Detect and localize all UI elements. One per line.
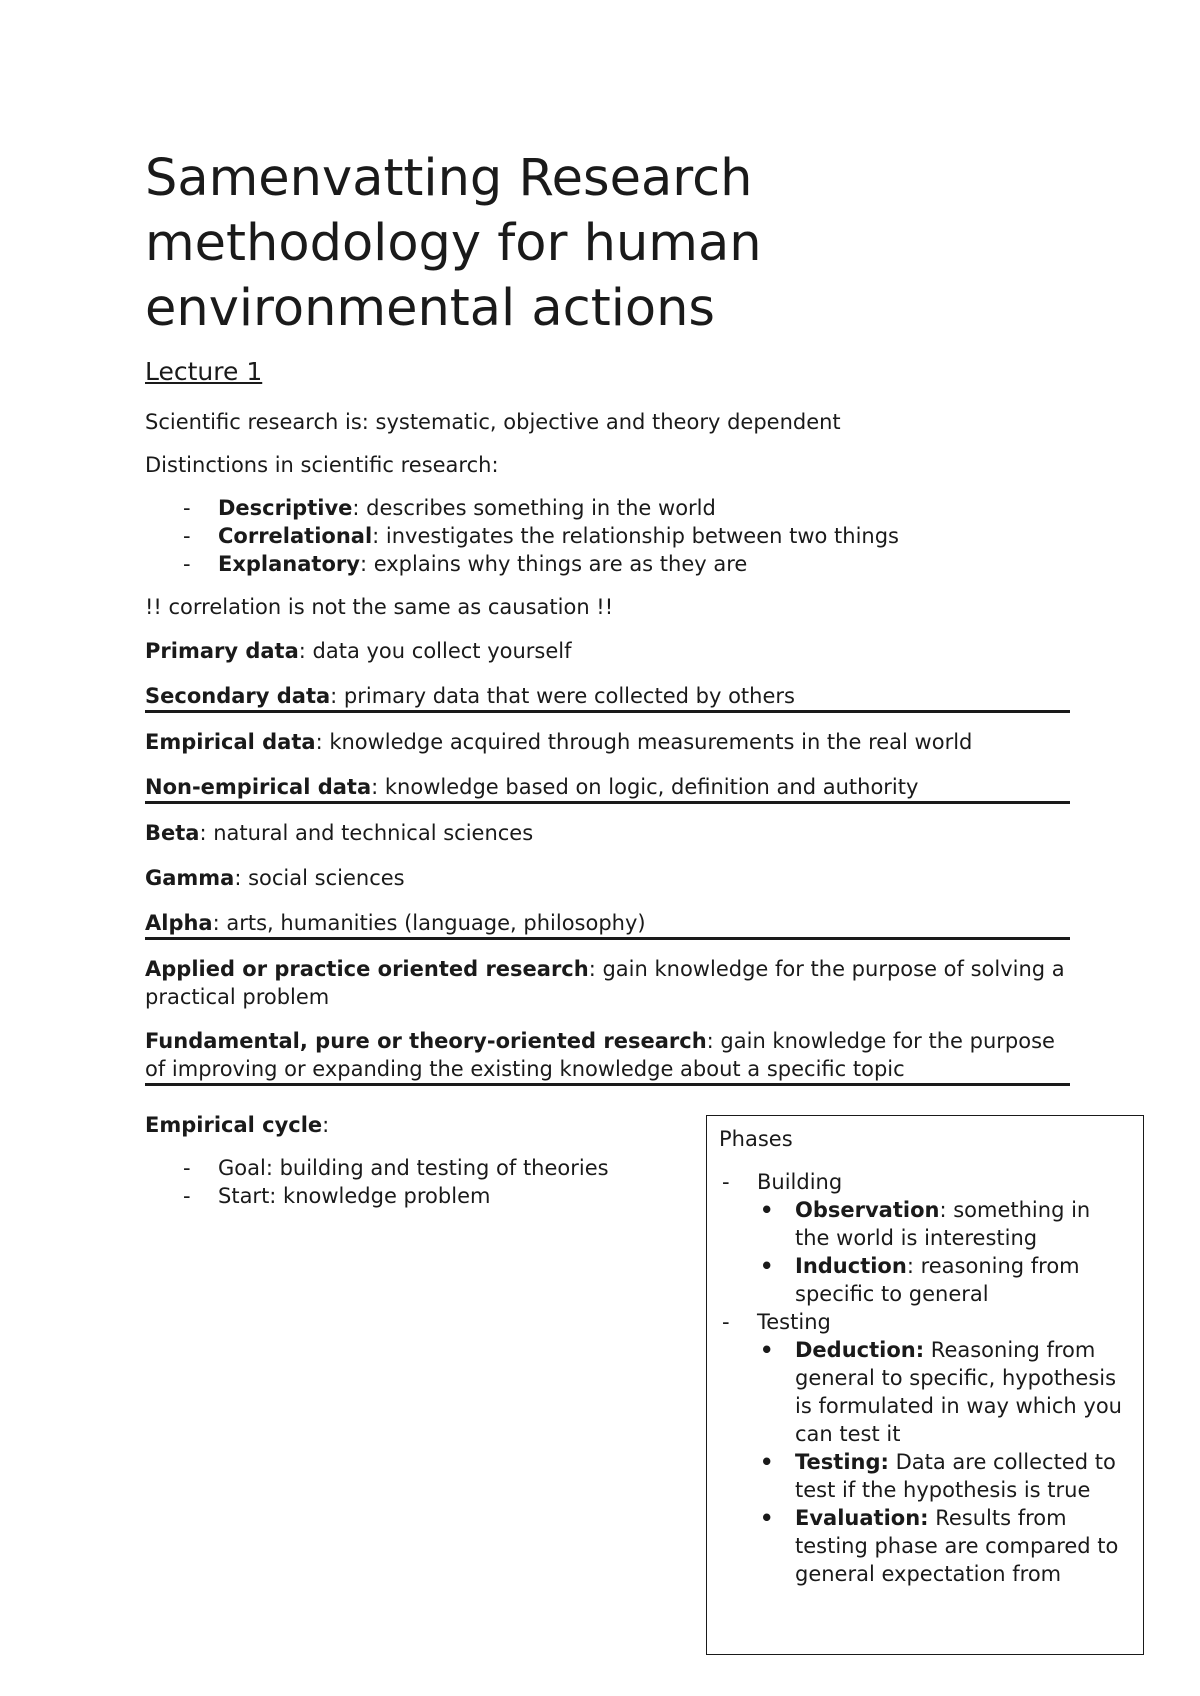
term: Testing: — [795, 1450, 889, 1474]
description: : gain knowledge for the purpose of solving a practical problem — [145, 957, 1065, 1009]
description: : something in the world is interesting — [795, 1198, 1091, 1250]
term: Gamma — [145, 866, 235, 890]
definition — [145, 1027, 1070, 1086]
term: Evaluation: — [795, 1506, 929, 1530]
list-item — [757, 1196, 1131, 1252]
definition — [145, 864, 1070, 892]
description: : arts, humanities (language, philosophy) — [212, 911, 646, 935]
phase-testing — [719, 1308, 1131, 1588]
phase-label: Building — [757, 1170, 843, 1194]
term: Empirical data — [145, 730, 316, 754]
testing-steps — [757, 1336, 1131, 1588]
page-title: Samenvatting Research methodology for human environmental actions — [145, 149, 762, 338]
definition — [145, 955, 1070, 1011]
description: Data are collected to test if the hypothesis is true — [795, 1450, 1116, 1502]
term: Beta — [145, 821, 200, 845]
list-item — [145, 522, 1070, 550]
definition — [145, 728, 1070, 756]
term: Deduction: — [795, 1338, 925, 1362]
term: Induction — [795, 1254, 907, 1278]
distinctions-heading: Distinctions in scientific research: — [145, 453, 499, 477]
list-item — [757, 1252, 1131, 1308]
definition — [145, 819, 1070, 847]
description: : knowledge acquired through measurements in the real world — [315, 730, 973, 754]
description: Results from testing phase are compared to general expectation from — [795, 1506, 1119, 1586]
lecture-body — [145, 408, 1070, 1086]
term: Non-empirical data — [145, 775, 372, 799]
phase-building — [719, 1168, 1131, 1308]
description: : investigates the relationship between two things — [372, 524, 900, 548]
empirical-cycle-heading — [145, 1111, 665, 1139]
term: Primary data — [145, 639, 299, 663]
description: Reasoning from general to specific, hypothesis is formulated in way which you can test it — [795, 1338, 1122, 1446]
distinctions-list — [145, 494, 1070, 578]
lecture-heading: Lecture 1 — [145, 357, 263, 386]
list-item — [757, 1448, 1131, 1504]
description: : describes something in the world — [352, 496, 716, 520]
list-item — [145, 494, 1070, 522]
list-item — [145, 550, 1070, 578]
description: : primary data that were collected by others — [330, 684, 795, 708]
building-steps — [757, 1196, 1131, 1308]
phases-box — [706, 1115, 1144, 1655]
term: Observation — [795, 1198, 940, 1222]
phases-list — [719, 1168, 1131, 1588]
description: : gain knowledge for the purpose of improving or expanding the existing knowledge about a specific topic — [145, 1029, 1055, 1081]
causation-warning: !! correlation is not the same as causation !! — [145, 595, 614, 619]
description: : data you collect yourself — [298, 639, 572, 663]
definition — [145, 773, 1070, 804]
description: : natural and technical sciences — [199, 821, 534, 845]
intro-text: Scientific research is: systematic, objective and theory dependent — [145, 410, 841, 434]
phase-label: Testing — [757, 1310, 831, 1334]
definition — [145, 637, 1070, 665]
term: Empirical cycle — [145, 1113, 323, 1137]
term: Explanatory — [218, 552, 360, 576]
term: Applied or practice oriented research — [145, 957, 589, 981]
phases-heading: Phases — [719, 1127, 793, 1151]
term: Correlational — [218, 524, 373, 548]
description: : knowledge based on logic, definition and authority — [371, 775, 919, 799]
suffix: : — [322, 1113, 330, 1137]
term: Alpha — [145, 911, 213, 935]
list-item — [757, 1504, 1131, 1588]
definition — [145, 682, 1070, 713]
list-item: - Start: knowledge problem — [145, 1182, 665, 1210]
description: : social sciences — [234, 866, 405, 890]
empirical-cycle-list — [145, 1154, 665, 1210]
description: : reasoning from specific to general — [795, 1254, 1080, 1306]
empirical-cycle-section — [145, 1111, 665, 1210]
term: Descriptive — [218, 496, 353, 520]
term: Secondary data — [145, 684, 331, 708]
definition — [145, 909, 1070, 940]
list-item: - Goal: building and testing of theories — [145, 1154, 665, 1182]
list-item — [757, 1336, 1131, 1448]
term: Fundamental, pure or theory-oriented research — [145, 1029, 707, 1053]
description: : explains why things are as they are — [359, 552, 748, 576]
